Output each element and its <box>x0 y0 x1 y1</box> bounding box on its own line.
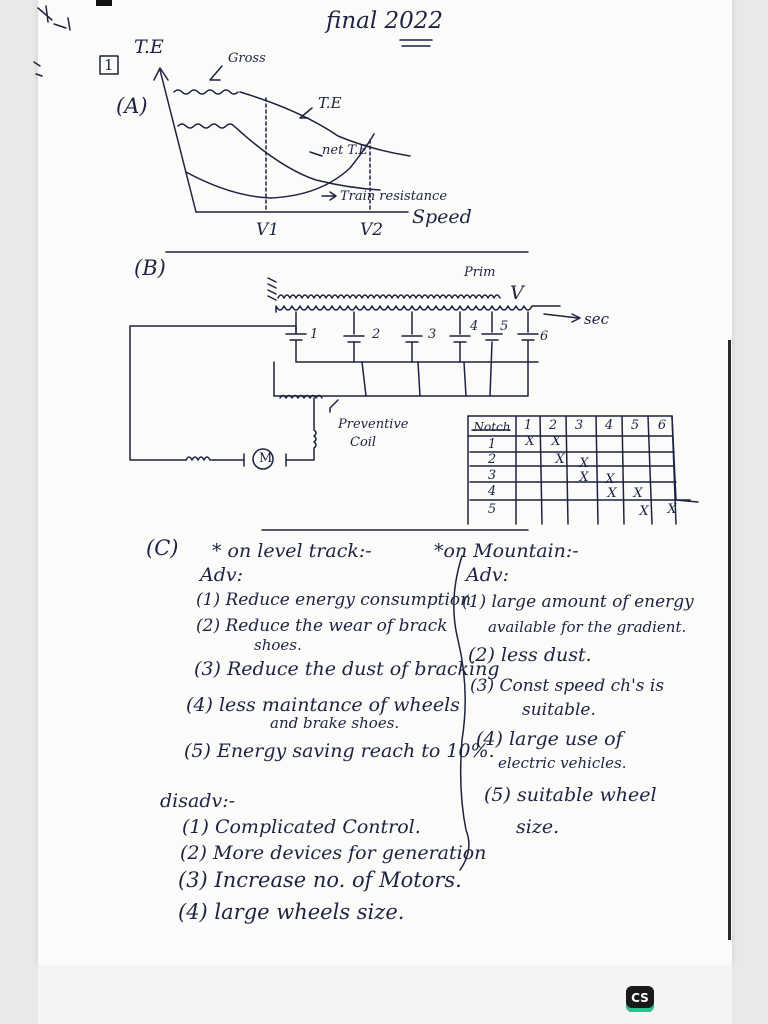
speed-mark-v1: V1 <box>256 220 280 240</box>
level-track-heading: * on level track:- <box>212 540 372 562</box>
y-axis-label: T.E <box>134 36 164 58</box>
notch-cell-2-2: X <box>555 452 565 467</box>
notch-cell-4-4: X <box>607 486 617 501</box>
part-c-label: (C) <box>146 536 179 560</box>
notch-col-3: 3 <box>574 418 584 433</box>
camscanner-logo: CS <box>626 986 654 1012</box>
level-adv-3: (3) Reduce the dust of bracking <box>194 658 500 680</box>
mountain-adv-5b: size. <box>516 816 560 838</box>
notch-col-5: 5 <box>630 418 640 433</box>
mountain-adv-1: (1) large amount of energy <box>462 592 694 612</box>
notch-cell-5-5: X <box>639 504 649 519</box>
x-axis-label: Speed <box>412 206 472 228</box>
mountain-adv-4b: electric vehicles. <box>498 754 627 772</box>
primary-label: Prim <box>464 265 496 280</box>
notch-row-3: 3 <box>487 468 497 483</box>
tap-label-1: 1 <box>310 327 319 342</box>
notch-cell-4-5: X <box>633 486 643 501</box>
level-adv-1: (1) Reduce energy consumption <box>196 590 472 610</box>
mountain-adv-2: (2) less dust. <box>468 644 592 666</box>
speed-mark-v2: V2 <box>360 220 384 240</box>
level-disadv-4: (4) large wheels size. <box>178 900 405 924</box>
notch-cell-3-3: X <box>579 470 589 485</box>
notch-cell-1-1: X <box>525 434 535 449</box>
tap-label-5: 5 <box>500 319 509 334</box>
level-adv-4b: and brake shoes. <box>270 714 400 732</box>
notch-col-4: 4 <box>604 418 614 433</box>
mountain-adv-1b: available for the gradient. <box>488 618 687 636</box>
notch-col-1: 1 <box>523 418 533 433</box>
tap-label-4: 4 <box>470 319 479 334</box>
te-label: T.E <box>318 94 342 112</box>
gross-label: Gross <box>228 51 266 66</box>
preventive-coil-label-2: Coil <box>350 435 377 450</box>
mountain-adv-4: (4) large use of <box>476 728 623 750</box>
level-adv-4: (4) less maintance of wheels <box>186 694 460 716</box>
level-adv-heading: Adv: <box>200 564 244 586</box>
notch-row-2: 2 <box>487 452 497 467</box>
level-adv-2b: shoes. <box>254 636 302 654</box>
motor-label: M <box>259 451 273 466</box>
notch-row-4: 4 <box>487 484 497 499</box>
mountain-adv-heading: Adv: <box>466 564 510 586</box>
primary-voltage-label: V <box>510 282 524 304</box>
level-disadv-1: (1) Complicated Control. <box>182 816 421 838</box>
notch-cell-1-2: X <box>551 434 561 449</box>
notch-header: Notch <box>473 420 511 434</box>
net-te-label: net T.E <box>322 143 368 158</box>
page-title: final 2022 <box>326 8 444 34</box>
notch-cell-3-4: X <box>605 472 615 487</box>
preventive-coil-label-1: Preventive <box>338 417 409 432</box>
part-a-label: (A) <box>116 94 148 118</box>
mountain-adv-3: (3) Const speed ch's is <box>470 676 665 696</box>
part-b-label: (B) <box>134 256 166 280</box>
notch-row-1: 1 <box>487 437 497 452</box>
mountain-heading: *on Mountain:- <box>434 540 579 562</box>
level-disadv-2: (2) More devices for generation <box>180 842 487 864</box>
secondary-label: sec <box>584 310 609 328</box>
notch-row-5: 5 <box>487 502 497 517</box>
mountain-adv-5: (5) suitable wheel <box>484 784 657 806</box>
notch-col-6: 6 <box>657 418 667 433</box>
train-resistance-label: Train resistance <box>340 189 448 204</box>
tap-label-6: 6 <box>540 329 549 344</box>
tap-label-3: 3 <box>428 327 437 342</box>
level-adv-5: (5) Energy saving reach to 10%. <box>184 740 495 762</box>
notch-col-2: 2 <box>548 418 558 433</box>
question-number: 1 <box>104 56 114 74</box>
notch-cell-5-6: X <box>667 502 677 517</box>
tap-label-2: 2 <box>372 327 381 342</box>
level-disadv-3: (3) Increase no. of Motors. <box>178 868 462 892</box>
level-disadv-heading: disadv:- <box>160 790 236 812</box>
level-adv-2: (2) Reduce the wear of brack <box>196 616 448 636</box>
mountain-adv-3b: suitable. <box>522 700 596 720</box>
notch-cell-2-3: X <box>579 456 589 471</box>
